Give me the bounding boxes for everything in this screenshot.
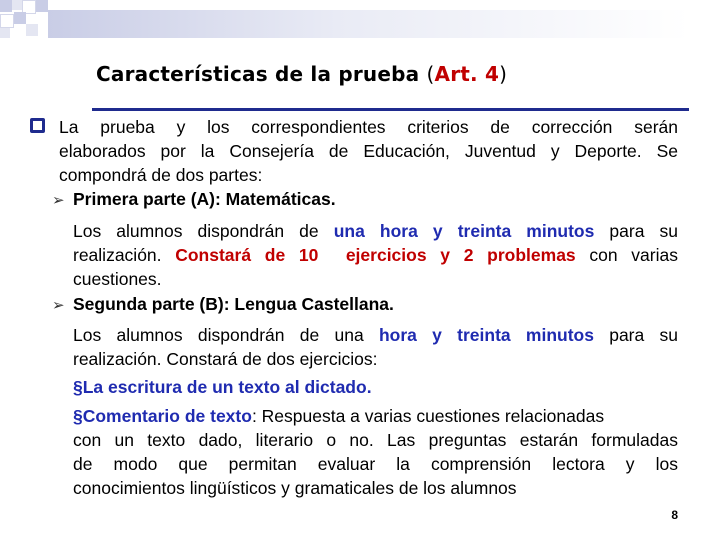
title-paren-close: ) (499, 62, 508, 86)
intro-line-3: compondrá de dos partes: (59, 165, 263, 185)
slide-title (96, 62, 507, 86)
intro-line-1: La prueba y los correspondientes criterios de corrección serán (59, 117, 678, 137)
part-b-l1-pre: Los alumnos dispondrán de una (73, 325, 379, 345)
part-b-item-2-text: : Respuesta a varias cuestiones relacionadas (251, 406, 605, 426)
title-main: Características de la prueba (96, 62, 420, 86)
part-b-item-1: §La escritura de un texto al dictado. (73, 377, 372, 397)
part-b-item-2 (73, 405, 678, 429)
part-a-line-1 (73, 220, 678, 244)
part-a-duration: una hora y treinta minutos (333, 221, 595, 241)
part-a-l1-pre: Los alumnos dispondrán de (73, 221, 334, 241)
part-b-item-2-label: §Comentario de texto (73, 406, 252, 426)
part-a-l2-pre: realización. (73, 245, 176, 265)
part-b-line-6: conocimientos lingüísticos y gramaticales de los alumnos (73, 478, 517, 498)
part-a-l1-post: para su (594, 221, 679, 241)
checkbox-bullet-icon (30, 118, 45, 133)
part-a-l2-post: con varias (575, 245, 678, 265)
title-underline (92, 108, 689, 111)
part-b-l1-post: para su (593, 325, 678, 345)
part-a-exercises: Constará de 10 ejercicios y 2 problemas (175, 245, 576, 265)
part-b-duration: hora y treinta minutos (378, 325, 594, 345)
part-b-line-4: con un texto dado, literario o no. Las preguntas estarán formuladas (73, 430, 678, 450)
page-number: 8 (671, 508, 678, 522)
top-gradient-bar (48, 10, 689, 38)
arrow-bullet-icon: ➢ (52, 297, 65, 314)
part-a-line-3: cuestiones. (73, 269, 162, 289)
arrow-bullet-icon: ➢ (52, 192, 65, 209)
part-b-line-2: realización. Constará de dos ejercicios: (73, 349, 378, 369)
part-b-line-1 (73, 324, 678, 348)
title-article: Art. 4 (434, 62, 500, 86)
title-paren-open: ( (426, 62, 435, 86)
part-a-heading: Primera parte (A): Matemáticas. (73, 189, 336, 209)
part-b-line-5: de modo que permitan evaluar la comprensión lectora y los (73, 454, 678, 474)
part-a-line-2 (73, 244, 678, 268)
intro-line-2: elaborados por la Consejería de Educación, Juventud y Deporte. Se (59, 141, 678, 161)
part-b-heading: Segunda parte (B): Lengua Castellana. (73, 294, 394, 314)
